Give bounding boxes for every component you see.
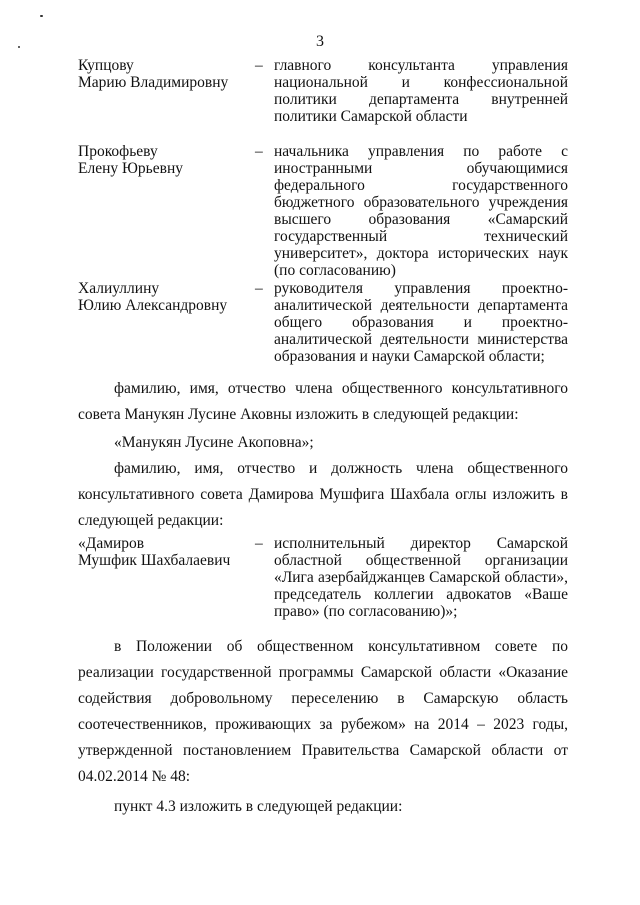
member-role: руководителя управления проектно-аналитической деятельности департамента общего образования и проектно-аналитической деятельности министерства образования и науки Самарской области;	[274, 280, 568, 365]
page-number: 3	[316, 33, 324, 50]
paragraph-manukyan: фамилию, имя, отчество члена общественного консультативного совета Манукян Лусине Аковны изложить в следующей редакции:	[78, 380, 568, 423]
member-role: исполнительный директор Самарской областной общественной организации «Лига азербайджанцев Самарской области», председатель коллегии адвокатов «Ваше право» (по согласованию)»;	[274, 535, 568, 620]
scan-speck	[40, 15, 43, 17]
dash: –	[255, 535, 263, 552]
member-role: главного консультанта управления национальной и конфессиональной политики департамента внутренней политики Самарской области	[274, 57, 568, 125]
member-name: «Дамиров Мушфик Шахбалаевич	[78, 535, 231, 569]
member-name: Прокофьеву Елену Юрьевну	[78, 143, 183, 177]
paragraph-polozhenie: в Положении об общественном консультативном совете по реализации государственной программы Самарской области «Оказание содействия добровольному переселению в Самарскую область соотечественников, проживающих за рубежом» на 2014 – 2023 годы, утвержденной постановлением Правительства Самарской области от 04.02.2014 № 48:	[78, 638, 568, 785]
dash: –	[255, 143, 263, 160]
member-name: Халиуллину Юлию Александровну	[78, 280, 228, 314]
member-role: начальника управления по работе с иностранными обучающимися федерального государственного бюджетного образовательного учреждения высшего образования «Самарский государственный технический университет», доктора исторических наук (по согласованию)	[274, 143, 568, 279]
line-manukyan-new-name: «Манукян Лусине Акоповна»;	[114, 434, 314, 451]
dash: –	[255, 57, 263, 74]
line-punkt-4-3: пункт 4.3 изложить в следующей редакции:	[114, 798, 403, 815]
paragraph-damirov: фамилию, имя, отчество и должность члена общественного консультативного совета Дамирова Мушфига Шахбала оглы изложить в следующей редакции:	[78, 460, 568, 529]
dash: –	[255, 280, 263, 297]
member-name: Купцову Марию Владимировну	[78, 57, 229, 91]
